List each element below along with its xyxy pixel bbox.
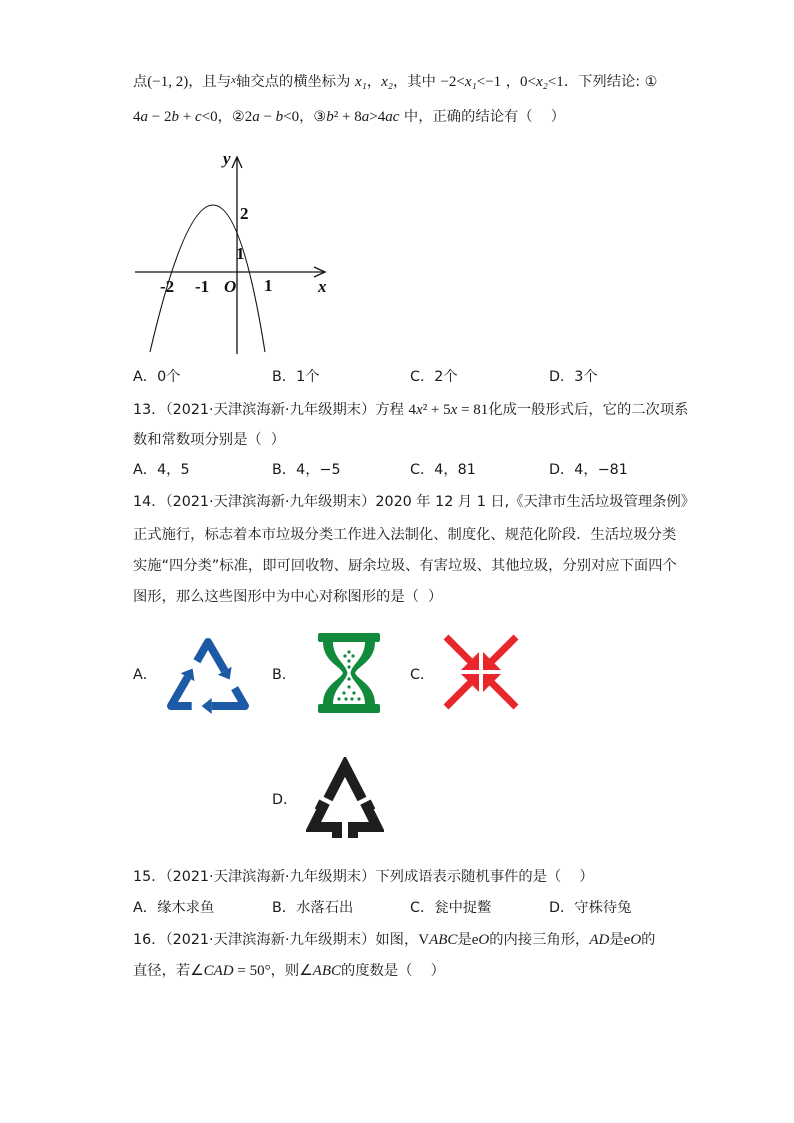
band-right: [353, 804, 377, 838]
kitchen-waste-icon: [318, 633, 380, 713]
y-tick-label: 1: [236, 244, 245, 263]
math-variable: b: [171, 109, 179, 125]
hourglass-bottom-bar: [318, 704, 380, 713]
q14-option-c-label: C．: [410, 667, 435, 683]
math-expression: 2: [244, 109, 253, 125]
q14-option-a-label: A．: [133, 667, 158, 683]
math-variable: x₁: [354, 74, 367, 90]
math-variable: a: [361, 109, 370, 125]
q12-stem-line-2: [133, 107, 565, 127]
q14-stem-line-4: 图形，那么这些图形中为中心对称图形的是（ ）: [133, 589, 443, 605]
inward-arrow-shafts: [446, 637, 516, 707]
band-top: [328, 766, 362, 799]
hazardous-waste-icon: [443, 634, 519, 710]
q15-option-d: D．守株待兔: [549, 900, 632, 916]
stem-text: 中，正确的结论有（ ）: [399, 109, 566, 125]
q13-stem-line-2: 数和常数项分别是（ ）: [133, 432, 286, 448]
math-expression: (−1, 2): [147, 74, 189, 90]
math-variable: O: [478, 932, 490, 948]
stem-text: ，其中: [393, 74, 441, 90]
math-variable: x₂: [535, 74, 548, 90]
q13-option-a: A．4，5: [133, 462, 190, 478]
arrowhead: [202, 698, 212, 714]
q14-option-d-label: D．: [272, 792, 298, 808]
stem-text: 是: [609, 932, 624, 948]
math-symbol: e: [623, 932, 631, 948]
stem-text: ，②: [217, 109, 245, 125]
math-variable: a: [140, 109, 148, 125]
math-variable: CAD: [203, 963, 234, 979]
recycle-arrow-right: [212, 688, 245, 706]
other-waste-icon: [306, 757, 384, 841]
stem-text: 化成一般形式后，它的二次项系: [488, 402, 689, 418]
stem-text: 点: [133, 74, 148, 90]
q14-stem-line-3: 实施“四分类”标准，即可回收物、厨余垃圾、有害垃圾、其他垃圾，分别对应下面四个: [133, 558, 677, 574]
stem-text: 的内接三角形，: [489, 932, 590, 948]
q12-stem-line-1: [133, 72, 658, 92]
origin-label: O: [224, 277, 237, 296]
stem-text: ，③: [299, 109, 327, 125]
q13-stem-line-1: [133, 400, 688, 420]
math-expression: ² + 5: [422, 402, 451, 418]
triangle-bands: [313, 766, 377, 838]
stem-text: 轴交点的横坐标为: [236, 74, 355, 90]
stem-text: 是: [457, 932, 472, 948]
stem-text: ，: [366, 74, 382, 90]
math-expression: −: [259, 109, 276, 125]
stem-text: 的: [641, 932, 656, 948]
math-expression: <−1: [476, 74, 502, 90]
q12-option-c: C．2个: [410, 369, 458, 385]
math-expression: 4: [408, 402, 417, 418]
math-expression: 4: [133, 109, 141, 125]
recyclable-waste-icon: [165, 636, 251, 716]
q15-option-b: B．水落石出: [272, 900, 354, 916]
math-variable: x: [416, 402, 423, 418]
math-variable: ABC: [312, 963, 341, 979]
q15-option-a: A．缘木求鱼: [133, 900, 215, 916]
stem-text: ．下列结论:: [563, 74, 645, 90]
math-expression: <0: [283, 109, 300, 125]
math-variable: x₂: [381, 74, 393, 90]
math-variable: b: [326, 109, 334, 125]
q13-option-d: D．4，−81: [549, 462, 628, 478]
math-symbol: e: [471, 932, 479, 948]
y-tick-label: 2: [240, 204, 249, 223]
q16-stem-line-2: [133, 961, 445, 981]
math-symbol: ∠: [190, 963, 204, 979]
math-expression: >4: [369, 109, 386, 125]
math-symbol: V: [418, 932, 430, 948]
q15-stem: 15．（2021·天津滨海新·九年级期末）下列成语表示随机事件的是（ ）: [133, 869, 594, 885]
q14-stem-line-2: 正式施行，标志着本市垃圾分类工作进入法制化、制度化、规范化阶段．生活垃圾分类: [133, 527, 677, 543]
x-tick-label: -1: [195, 277, 210, 296]
q13-option-b: B．4，−5: [272, 462, 341, 478]
q12-option-b: B．1个: [272, 369, 320, 385]
stem-text: 的度数是（ ）: [341, 963, 445, 979]
x-tick-label: -2: [160, 277, 175, 296]
math-expression: − 2: [148, 109, 172, 125]
stem-text: ，: [501, 74, 520, 90]
q14-stem-line-1: 14．（2021·天津滨海新·九年级期末）2020 年 12 月 1 日,《天津市生活垃圾管理条例》: [133, 494, 696, 510]
stem-text: ，则: [270, 963, 300, 979]
recycle-arrowheads: [171, 642, 245, 714]
q12-option-a: A．0个: [133, 369, 181, 385]
math-variable: c: [194, 109, 202, 125]
stem-text: 13．（2021·天津滨海新·九年级期末）方程: [133, 402, 409, 418]
math-variable: AD: [589, 932, 610, 948]
math-expression: = 50°: [233, 963, 271, 979]
math-variable: O: [630, 932, 642, 948]
q13-option-c: C．4，81: [410, 462, 476, 478]
x-tick-label: 1: [264, 276, 273, 295]
hourglass-top-bar: [318, 633, 380, 642]
math-variable: a: [252, 109, 260, 125]
math-variable: x: [450, 402, 458, 418]
q15-option-c: C．瓮中捉鳖: [410, 900, 492, 916]
math-variable: x₁: [464, 74, 477, 90]
stem-text: 直径，若: [133, 963, 191, 979]
x-axis-label: x: [318, 277, 327, 296]
math-variable: ABC: [429, 932, 458, 948]
math-variable: ac: [385, 109, 400, 125]
band-left: [313, 804, 337, 838]
math-expression: <0: [201, 109, 218, 125]
math-expression: ² + 8: [333, 109, 362, 125]
y-axis-label: y: [223, 149, 231, 168]
math-expression: = 81: [457, 402, 489, 418]
parabola-graph: [130, 145, 335, 357]
inward-arrowheads: [446, 637, 516, 707]
recycle-arrow-left: [171, 677, 192, 706]
stem-text: 16．（2021·天津滨海新·九年级期末）如图，: [133, 932, 419, 948]
stem-text: ，且与: [188, 74, 232, 90]
recycle-arrow-top: [197, 642, 225, 671]
math-expression: −2<: [440, 74, 465, 90]
math-expression: +: [178, 109, 195, 125]
math-expression: 0<: [520, 74, 536, 90]
math-expression: <1: [547, 74, 564, 90]
math-variable: b: [275, 109, 284, 125]
math-variable: x: [231, 74, 237, 86]
q16-stem-line-1: [133, 930, 655, 950]
q14-option-b-label: B．: [272, 667, 297, 683]
circled-number: ①: [644, 74, 658, 90]
q12-option-d: D．3个: [549, 369, 598, 385]
math-symbol: ∠: [299, 963, 313, 979]
